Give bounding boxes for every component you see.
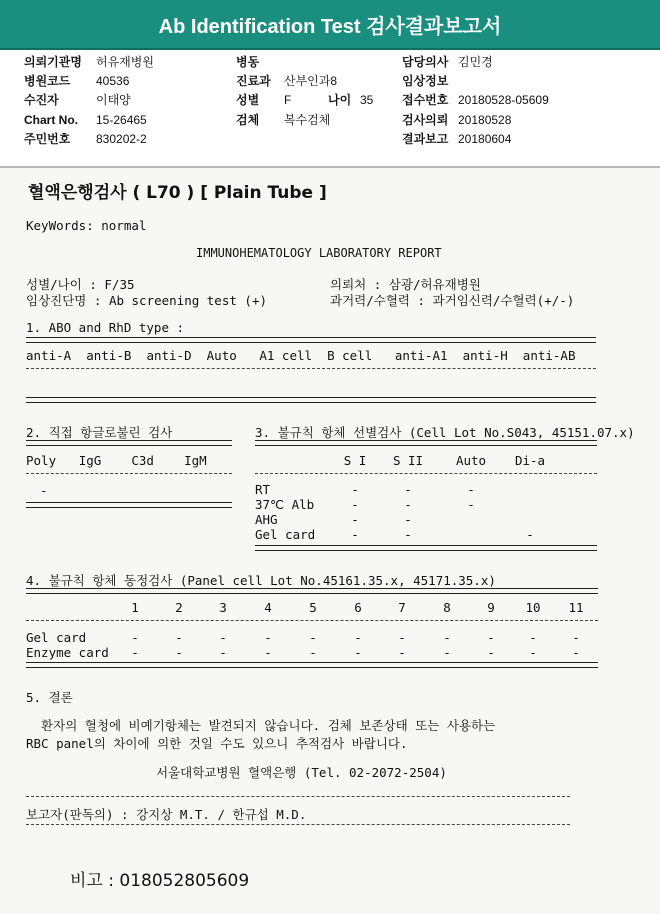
info-label: 결과보고 (402, 132, 449, 146)
info-row-specimen (236, 111, 330, 129)
info-label: 나이 (328, 93, 352, 107)
double-rule (255, 545, 597, 551)
info-row-receipt-number (402, 91, 549, 109)
panel-result-cell: - (572, 630, 580, 645)
info-label: 검사의뢰 (402, 113, 449, 127)
panel-cell-header-2: 2 (175, 600, 183, 615)
double-rule (26, 662, 598, 668)
panel-result-cell: - (529, 630, 537, 645)
panel-result-cell: - (175, 645, 183, 660)
info-value: 20180604 (458, 132, 512, 146)
section2-header-row (26, 453, 207, 468)
panel-result-cell: - (529, 645, 537, 660)
panel-row-label: Gel card (26, 630, 87, 645)
panel-result-cell: - (487, 630, 495, 645)
panel-result-cell: - (398, 630, 406, 645)
panel-result-cell: - (487, 645, 495, 660)
info-value: 이태양 (96, 93, 131, 107)
double-rule (255, 440, 597, 446)
section1-title: 1. ABO and RhD type : (26, 320, 185, 335)
panel-result-cell: - (219, 645, 227, 660)
section2-value-poly: - (40, 483, 48, 498)
info-value: 허유재병원 (96, 55, 154, 69)
info-row-hospital-code (24, 72, 129, 90)
cell-rt-auto: - (467, 482, 475, 497)
panel-result-cell: - (131, 645, 139, 660)
col-s2: S II (392, 453, 424, 468)
info-row-test-request-date (402, 111, 511, 129)
rule (26, 473, 232, 474)
double-rule (26, 397, 596, 403)
info-label: 성별 (236, 93, 260, 107)
cell-alb-s2: - (404, 497, 412, 512)
panel-result-cell: - (354, 630, 362, 645)
col-s1: S I (343, 453, 367, 468)
report-header: IMMUNOHEMATOLOGY LABORATORY REPORT (196, 246, 442, 260)
info-value: 830202-2 (96, 132, 147, 146)
info-row-department (236, 72, 337, 90)
info-label: 병원코드 (24, 74, 71, 88)
col-igg: IgG (78, 453, 102, 468)
section4-title: 4. 불규칙 항체 동정검사 (Panel cell Lot No.45161.35.x, 45171.35.x) (26, 573, 496, 588)
info-value: 40536 (96, 74, 130, 88)
cell-alb-auto: - (467, 497, 475, 512)
row-label-gel-card: Gel card (255, 527, 316, 542)
info-row-report-date (402, 130, 511, 148)
panel-row-label: Enzyme card (26, 645, 109, 660)
info-row-requesting-institution (24, 53, 154, 71)
requester-line: 의뢰처 : 삼광/허유재병원 (330, 277, 481, 292)
info-label: 의뢰기관명 (24, 55, 82, 69)
conclusion-line-2: RBC panel의 차이에 의한 것일 수도 있으니 추적검사 바랍니다. (26, 736, 408, 751)
panel-result-cell: - (398, 645, 406, 660)
keywords-line: KeyWords: normal (26, 218, 147, 233)
panel-cell-header-7: 7 (398, 600, 406, 615)
reporter-line: 보고자(판독의) : 강지상 M.T. / 한규섭 M.D. (26, 807, 307, 822)
col-anti-d: anti-D (146, 348, 192, 363)
row-label-rt: RT (255, 482, 271, 497)
panel-cell-header-11: 11 (568, 600, 584, 615)
col-di-a: Di-a (514, 453, 546, 468)
diagnosis-line: 임상진단명 : Ab screening test (+) (26, 293, 267, 308)
col-auto: Auto (206, 348, 237, 363)
info-label: 진료과 (236, 74, 271, 88)
double-rule (26, 588, 598, 594)
report-title-bar (0, 0, 660, 50)
cell-rt-s1: - (351, 482, 359, 497)
panel-cell-header-4: 4 (264, 600, 272, 615)
info-value: 20180528 (458, 113, 512, 127)
section1-header-row (26, 348, 575, 363)
panel-cell-header-8: 8 (443, 600, 451, 615)
conclusion-line-1: 환자의 혈청에 비예기항체는 발견되지 않습니다. 검체 보존상태 또는 사용하는 (26, 718, 496, 733)
rule (26, 620, 598, 621)
cell-gel-di-a: - (526, 527, 534, 542)
info-label: 임상정보 (402, 74, 449, 88)
panel-result-cell: - (175, 630, 183, 645)
panel-result-cell: - (264, 630, 272, 645)
panel-cell-header-9: 9 (487, 600, 495, 615)
col-poly: Poly (26, 453, 57, 468)
col-anti-ab: anti-AB (522, 348, 576, 363)
panel-cell-header-3: 3 (219, 600, 227, 615)
info-row-ward (236, 53, 284, 71)
panel-cell-header-6: 6 (354, 600, 362, 615)
rule (26, 368, 596, 369)
remark-line: 비고 : 018052805609 (70, 871, 250, 891)
info-value: 20180528-05609 (458, 93, 549, 107)
report-title: Ab Identification Test 검사결과보고서 (158, 15, 502, 38)
sex-age-line: 성별/나이 : F/35 (26, 277, 135, 292)
col-a1-cell: A1 cell (259, 348, 313, 363)
double-rule (26, 502, 232, 508)
info-value: 산부인과8 (284, 74, 338, 88)
rule (26, 796, 570, 797)
rule (255, 473, 597, 474)
panel-result-cell: - (443, 630, 451, 645)
info-row-age (328, 91, 373, 109)
section3-title: 3. 불규칙 항체 선별검사 (Cell Lot No.S043, 45151.07.x) (255, 425, 635, 440)
info-label: 담당의사 (402, 55, 449, 69)
cell-gel-s1: - (351, 527, 359, 542)
info-value: 김민경 (458, 55, 493, 69)
scanned-report (0, 168, 660, 914)
panel-result-cell: - (131, 630, 139, 645)
info-row-chart-no (24, 111, 147, 129)
row-label-ahg: AHG (255, 512, 278, 527)
panel-result-cell: - (572, 645, 580, 660)
col-anti-a1: anti-A1 (394, 348, 448, 363)
info-label: 수진자 (24, 93, 59, 107)
info-label: 접수번호 (402, 93, 449, 107)
institution-line: 서울대학교병원 혈액은행 (Tel. 02-2072-2504) (156, 765, 447, 780)
test-title: 혈액은행검사 ( L70 ) [ Plain Tube ] (28, 183, 327, 203)
rule (26, 824, 570, 825)
panel-result-cell: - (264, 645, 272, 660)
info-row-patient-name (24, 91, 131, 109)
info-value: 15-26465 (96, 113, 147, 127)
history-line: 과거력/수혈력 : 과거임신력/수혈력(+/-) (330, 293, 575, 308)
cell-alb-s1: - (351, 497, 359, 512)
info-row-physician (402, 53, 493, 71)
info-label: Chart No. (24, 113, 78, 127)
panel-result-cell: - (309, 630, 317, 645)
patient-info-panel (0, 50, 660, 168)
info-value: F (284, 93, 292, 107)
cell-gel-s2: - (404, 527, 412, 542)
info-label: 검체 (236, 113, 260, 127)
col-anti-b: anti-B (86, 348, 132, 363)
info-label: 병동 (236, 55, 260, 69)
col-auto: Auto (455, 453, 487, 468)
double-rule (26, 337, 596, 343)
panel-cell-header-1: 1 (131, 600, 139, 615)
col-anti-a: anti-A (26, 348, 72, 363)
info-row-clinical-info (402, 72, 458, 90)
panel-result-cell: - (354, 645, 362, 660)
panel-result-cell: - (443, 645, 451, 660)
row-label-37c-alb: 37℃ Alb (255, 497, 315, 512)
col-c3d: C3d (131, 453, 154, 468)
cell-ahg-s2: - (404, 512, 412, 527)
info-row-resident-number (24, 130, 147, 148)
section2-title: 2. 직접 항글로불린 검사 (26, 425, 173, 440)
info-row-sex (236, 91, 291, 109)
cell-ahg-s1: - (351, 512, 359, 527)
col-anti-h: anti-H (462, 348, 508, 363)
cell-rt-s2: - (404, 482, 412, 497)
panel-cell-header-5: 5 (309, 600, 317, 615)
info-value: 35 (360, 93, 374, 107)
panel-result-cell: - (219, 630, 227, 645)
double-rule (26, 440, 232, 446)
col-igm: IgM (184, 453, 207, 468)
col-b-cell: B cell (327, 348, 373, 363)
info-label: 주민번호 (24, 132, 71, 146)
info-value: 복수검체 (284, 113, 331, 127)
section5-title: 5. 결론 (26, 690, 73, 705)
panel-result-cell: - (309, 645, 317, 660)
panel-cell-header-10: 10 (525, 600, 541, 615)
